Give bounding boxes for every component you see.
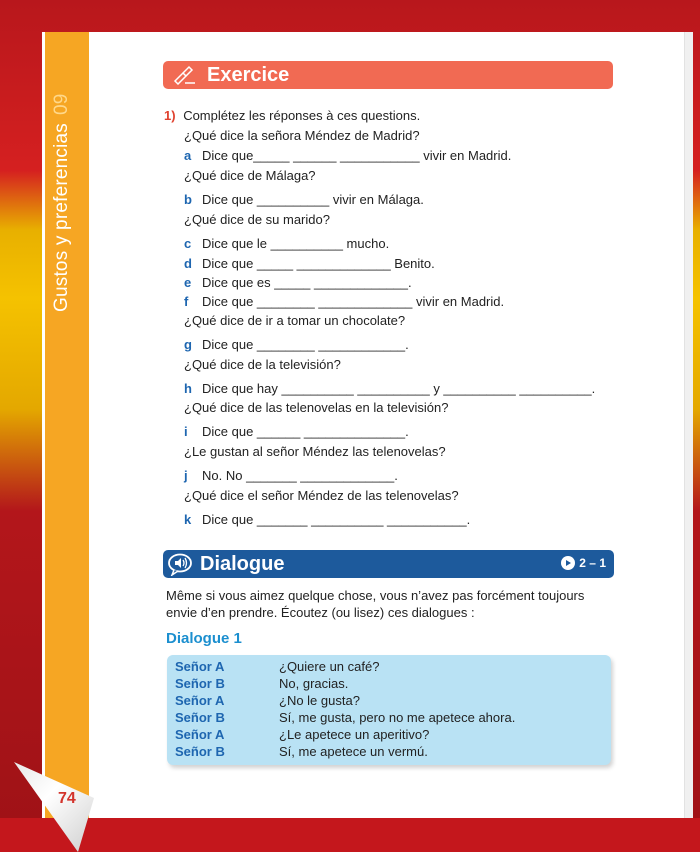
question-text: ¿Qué dice el señor Méndez de las telenovelas?	[184, 488, 459, 503]
answer-line-b	[184, 192, 424, 207]
answer-text: Dice que _____ _____________ Benito.	[202, 256, 435, 271]
answer-letter: c	[184, 236, 192, 251]
dialogue-line: Sí, me apetece un vermú.	[279, 744, 428, 759]
dialogue-line: ¿No le gusta?	[279, 693, 360, 708]
audio-track-button[interactable]	[561, 556, 606, 570]
answer-line-f	[184, 294, 504, 309]
dialogue-line: Sí, me gusta, pero no me apetece ahora.	[279, 710, 516, 725]
answer-line-d	[184, 256, 435, 271]
dialogue-line: ¿Quiere un café?	[279, 659, 380, 674]
play-icon	[561, 556, 575, 570]
answer-text: Dice que ________ ____________.	[202, 337, 409, 352]
question-number: 1)	[164, 108, 176, 123]
speech-audio-icon	[166, 552, 194, 576]
speaker-name: Señor A	[175, 693, 225, 708]
flag-bottom	[0, 818, 700, 852]
speaker-name: Señor B	[175, 676, 225, 691]
answer-letter: a	[184, 148, 192, 163]
answer-line-g	[184, 337, 409, 352]
answer-letter: f	[184, 294, 189, 309]
audio-track-label: 2 – 1	[579, 556, 606, 570]
answer-text: Dice que hay __________ __________ y __________ __________.	[202, 381, 596, 396]
answer-line-h	[184, 381, 595, 396]
dialogue-box	[167, 655, 611, 765]
answer-text: Dice que_____ ______ ___________ vivir en Madrid.	[202, 148, 512, 163]
speaker-name: Señor B	[175, 710, 225, 725]
instruction-line	[164, 108, 420, 123]
answer-text: Dice que _______ __________ ___________.	[202, 512, 471, 527]
dialogue-line: ¿Le apetece un aperitivo?	[279, 727, 430, 742]
speaker-name: Señor A	[175, 727, 225, 742]
answer-letter: e	[184, 275, 192, 290]
dialogue-title: Dialogue	[200, 552, 285, 575]
question-text: ¿Qué dice de ir a tomar un chocolate?	[184, 313, 406, 328]
question-text: ¿Qué dice de la televisión?	[184, 357, 341, 372]
answer-text: Dice que __________ vivir en Málaga.	[202, 192, 424, 207]
writing-hand-icon	[173, 65, 197, 85]
answer-letter: i	[184, 424, 188, 439]
dialogue-header	[163, 550, 614, 578]
answer-text: Dice que le __________ mucho.	[202, 236, 390, 251]
answer-text: Dice que es _____ _____________.	[202, 275, 412, 290]
question-text: ¿Qué dice de Málaga?	[184, 168, 316, 183]
question-text: ¿Qué dice la señora Méndez de Madrid?	[184, 128, 420, 143]
answer-letter: k	[184, 512, 192, 527]
answer-letter: b	[184, 192, 192, 207]
dialogue-intro: Même si vous aimez quelque chose, vous n’avez pas forcément toujours envie d’en prendre. Écoutez (ou lisez) ces dialogues :	[166, 588, 585, 620]
answer-text: Dice que ______ ______________.	[202, 424, 409, 439]
answer-line-e	[184, 275, 412, 290]
exercise-title: Exercice	[207, 63, 290, 86]
page-edge	[684, 32, 693, 820]
answer-letter: h	[184, 381, 192, 396]
answer-letter: j	[184, 468, 188, 483]
unit-number: 09	[51, 93, 72, 115]
sidebar-title-text: Gustos y preferencias	[51, 122, 72, 312]
answer-line-j	[184, 468, 398, 483]
question-text: ¿Le gustan al señor Méndez las telenovelas?	[184, 444, 446, 459]
question-text: ¿Qué dice de su marido?	[184, 212, 330, 227]
sidebar-title	[51, 93, 73, 312]
answer-letter: g	[184, 337, 192, 352]
answer-line-a	[184, 148, 511, 163]
speaker-name: Señor B	[175, 744, 225, 759]
answer-text: No. No _______ _____________.	[202, 468, 398, 483]
answer-line-i	[184, 424, 409, 439]
answer-letter: d	[184, 256, 192, 271]
page-number: 74	[58, 790, 76, 807]
answer-line-c	[184, 236, 389, 251]
dialogue-subtitle: Dialogue 1	[166, 630, 242, 647]
answer-line-k	[184, 512, 470, 527]
answer-text: Dice que ________ _____________ vivir en Madrid.	[202, 294, 505, 309]
speaker-name: Señor A	[175, 659, 225, 674]
instruction-text: Complétez les réponses à ces questions.	[183, 108, 421, 123]
question-text: ¿Qué dice de las telenovelas en la televisión?	[184, 400, 449, 415]
exercise-header	[163, 61, 613, 89]
dialogue-line: No, gracias.	[279, 676, 349, 691]
